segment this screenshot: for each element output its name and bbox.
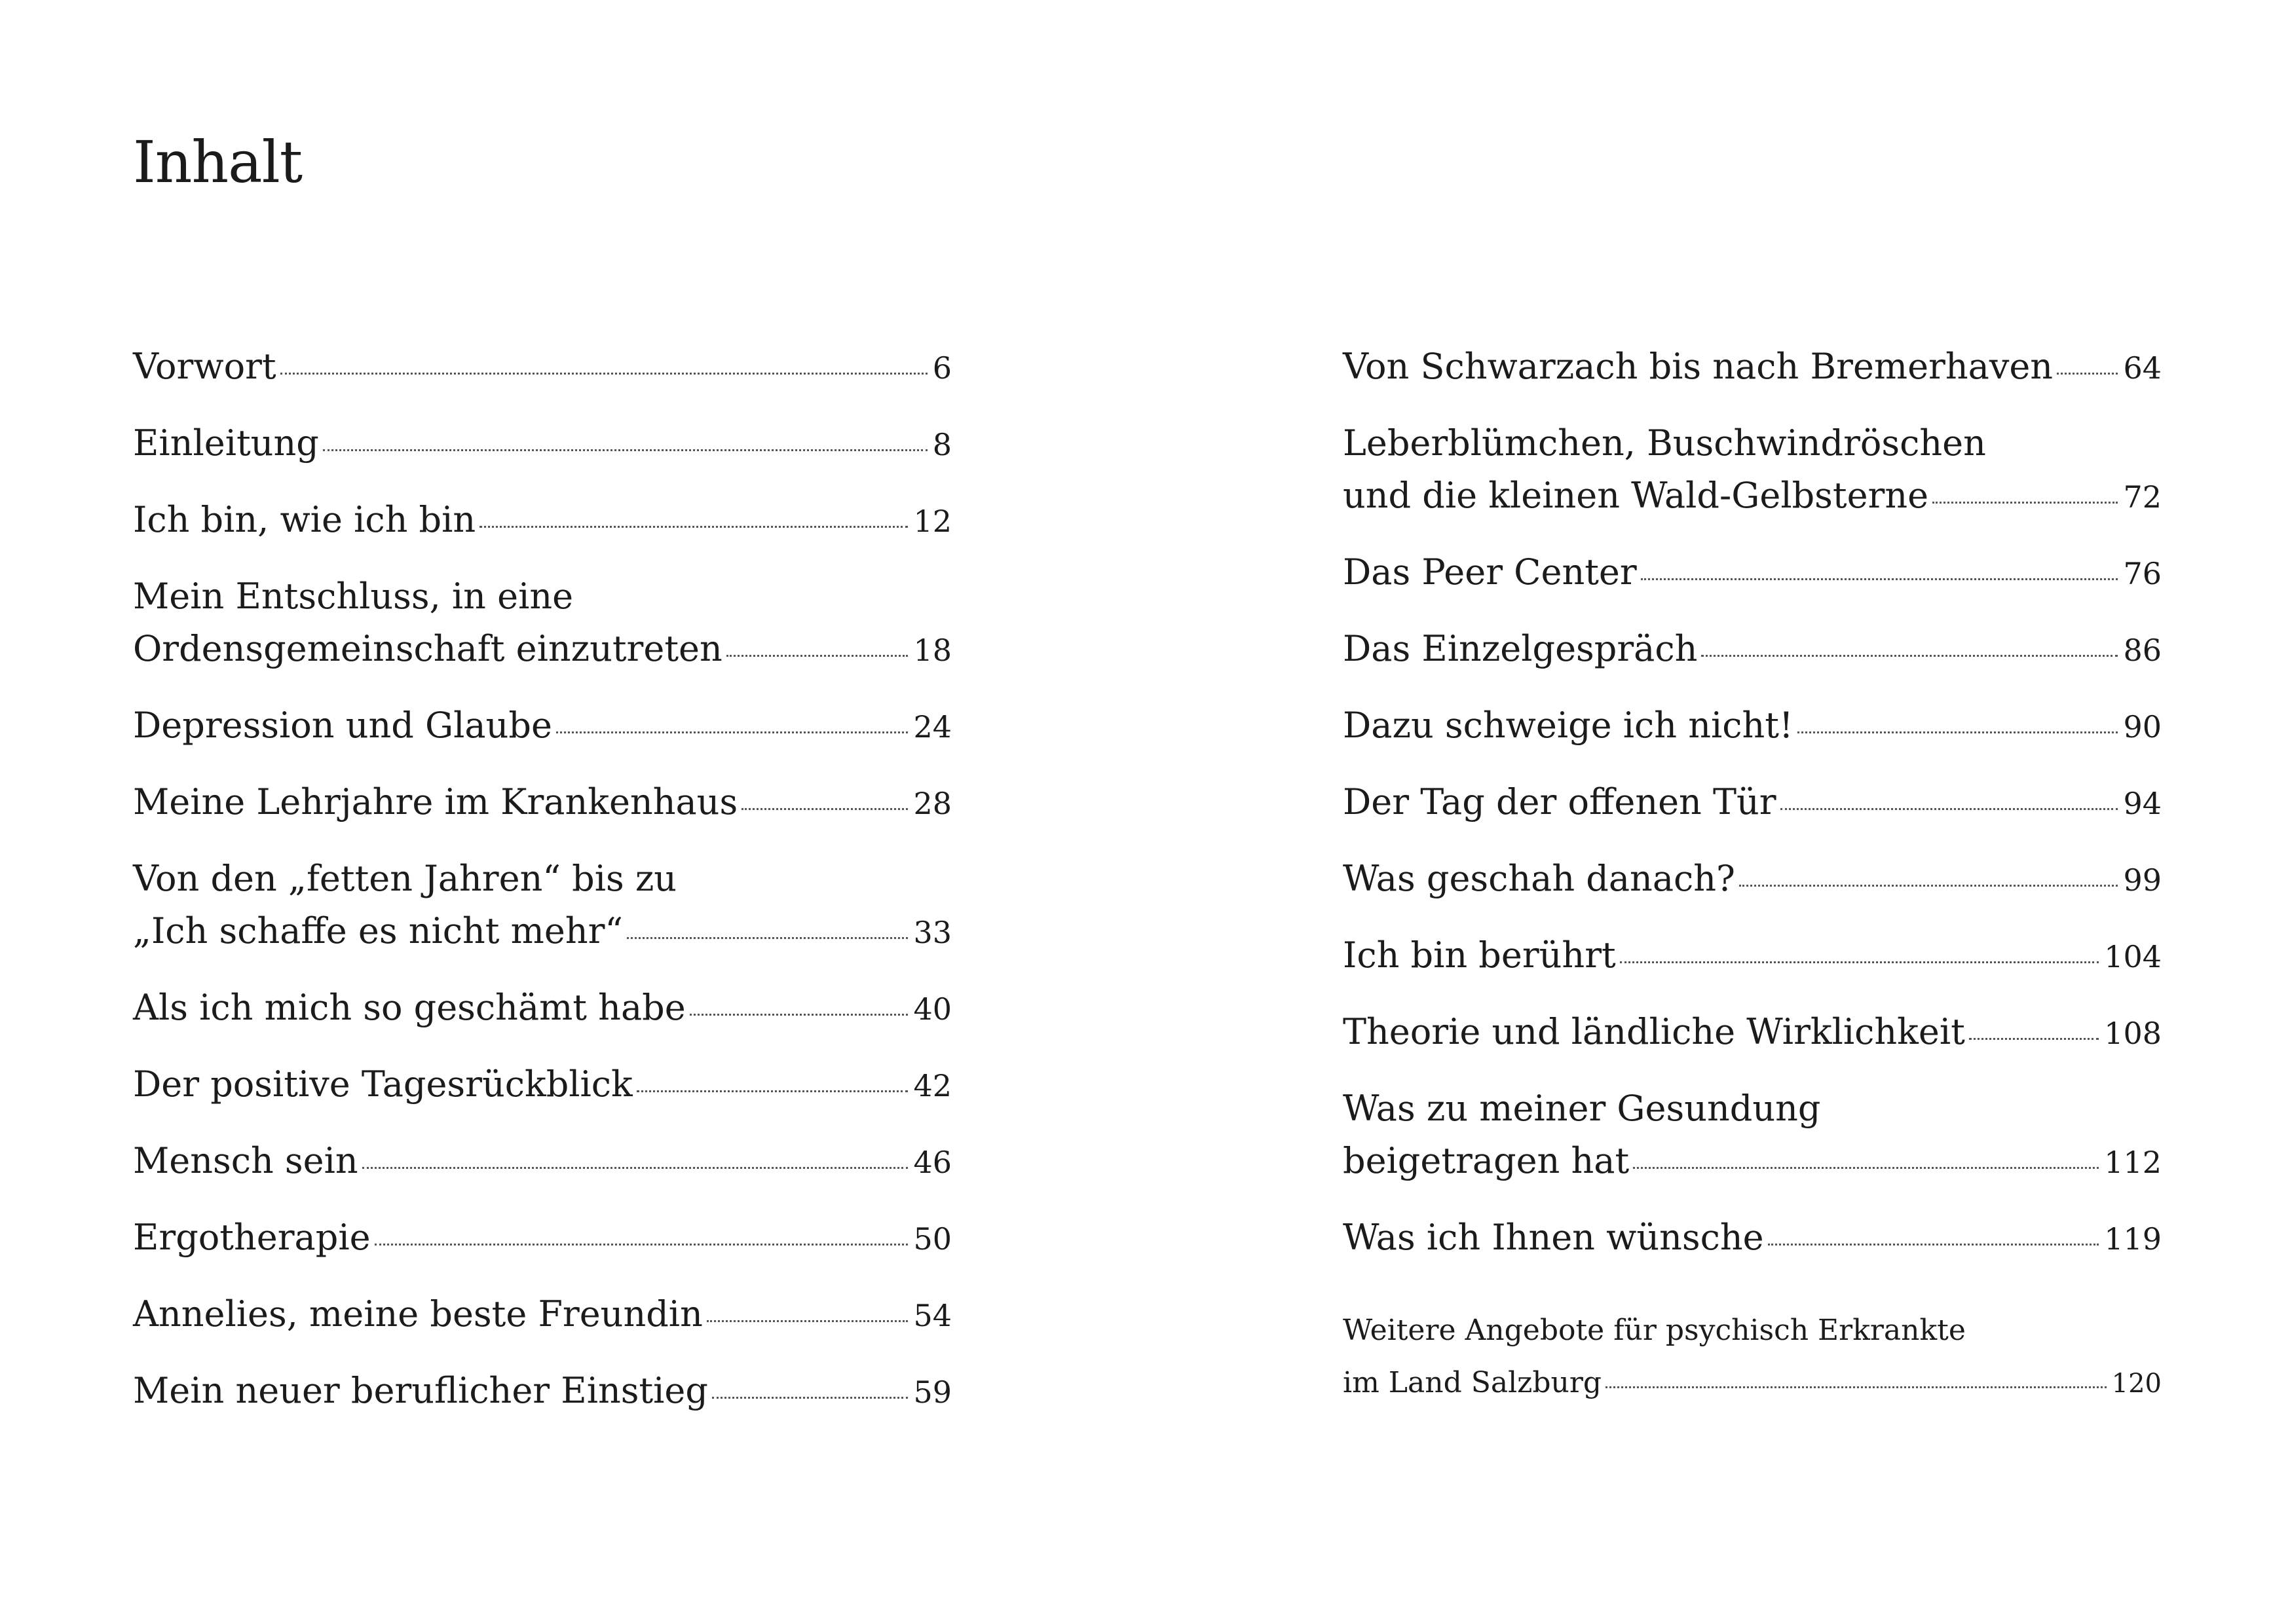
toc-entry[interactable] <box>133 570 952 676</box>
toc-page-number: 18 <box>913 633 952 668</box>
leader-dots <box>712 1397 909 1399</box>
toc-entry[interactable] <box>1343 1006 2162 1060</box>
leader-dots <box>690 1014 909 1016</box>
toc-page-number: 108 <box>2104 1016 2162 1051</box>
toc-appendix-entry[interactable] <box>1343 1304 2162 1410</box>
leader-dots <box>637 1090 909 1092</box>
leader-dots <box>1780 808 2118 810</box>
toc-entry[interactable] <box>133 1211 952 1265</box>
toc-entry-title: Annelies, meine beste Freundin <box>133 1293 703 1335</box>
leader-dots <box>375 1244 909 1246</box>
toc-entry[interactable] <box>1343 341 2162 394</box>
toc-page-number: 54 <box>913 1298 952 1333</box>
toc-entry[interactable] <box>133 699 952 753</box>
toc-entry-title: Ich bin, wie ich bin <box>133 499 476 540</box>
toc-entry[interactable] <box>1343 417 2162 523</box>
leader-dots <box>280 373 928 375</box>
toc-entry[interactable] <box>133 1058 952 1112</box>
toc-entry-title: Ich bin berührt <box>1343 934 1616 976</box>
toc-entry[interactable] <box>1343 853 2162 906</box>
leader-dots <box>1633 1167 2099 1169</box>
toc-entry[interactable] <box>133 776 952 830</box>
leader-dots <box>2057 373 2118 375</box>
toc-entry-title-line1: Leberblümchen, Buschwindröschen <box>1343 422 1986 464</box>
toc-entry-title: und die kleinen Wald-Gelbsterne <box>1343 475 1929 516</box>
toc-entry[interactable] <box>133 982 952 1035</box>
toc-page-number: 12 <box>913 504 952 539</box>
leader-dots <box>1641 578 2118 580</box>
toc-page-number: 99 <box>2123 862 2162 898</box>
toc-entry[interactable] <box>1343 776 2162 830</box>
toc-entry-title: Der Tag der offenen Tür <box>1343 781 1776 822</box>
toc-page-number: 33 <box>913 915 952 950</box>
toc-entry-title: Theorie und ländliche Wirklichkeit <box>1343 1011 1965 1052</box>
leader-dots <box>707 1320 909 1322</box>
toc-page-number: 50 <box>913 1221 952 1257</box>
toc-page-number: 28 <box>913 786 952 821</box>
toc-entry-title: „Ich schaffe es nicht mehr“ <box>133 910 624 951</box>
toc-entry[interactable] <box>1343 1211 2162 1265</box>
toc-page-number: 112 <box>2104 1145 2162 1180</box>
toc-page-number: 46 <box>913 1145 952 1180</box>
toc-entry-title: Depression und Glaube <box>133 705 552 746</box>
toc-entry[interactable] <box>133 341 952 394</box>
toc-page-number: 86 <box>2123 633 2162 668</box>
toc-page-number: 59 <box>913 1375 952 1410</box>
toc-entry-title: Mein neuer beruflicher Einstieg <box>133 1370 708 1411</box>
toc-entry-title-line1: Was zu meiner Gesundung <box>1343 1088 1821 1129</box>
leader-dots <box>1932 502 2118 504</box>
toc-page-number: 24 <box>913 709 952 745</box>
leader-dots <box>1768 1244 2099 1246</box>
toc-entry-title: Ergotherapie <box>133 1217 371 1258</box>
leader-dots <box>1797 731 2118 733</box>
page-title: Inhalt <box>133 128 303 196</box>
toc-entry-title-line1: Von den „fetten Jahren“ bis zu <box>133 858 677 899</box>
leader-dots <box>726 655 909 657</box>
toc-entry[interactable] <box>133 1365 952 1418</box>
leader-dots <box>362 1167 909 1169</box>
leader-dots <box>1701 655 2118 657</box>
toc-entry-title: Von Schwarzach bis nach Bremerhaven <box>1343 346 2054 387</box>
leader-dots <box>323 449 928 451</box>
toc-entry[interactable] <box>133 494 952 547</box>
toc-entry-title: Als ich mich so geschämt habe <box>133 987 686 1028</box>
toc-entry-title: Mensch sein <box>133 1140 358 1181</box>
toc-entry[interactable] <box>1343 1082 2162 1189</box>
toc-page-number: 72 <box>2123 479 2162 515</box>
toc-column-right <box>1343 341 2162 1433</box>
toc-page-number: 90 <box>2123 709 2162 745</box>
leader-dots <box>1739 885 2118 887</box>
toc-entry-title: beigetragen hat <box>1343 1140 1630 1181</box>
leader-dots <box>1605 1386 2107 1388</box>
toc-entry[interactable] <box>133 417 952 471</box>
leader-dots <box>556 731 909 733</box>
toc-page-number: 40 <box>913 991 952 1027</box>
leader-dots <box>627 937 908 939</box>
toc-entry-title: Das Peer Center <box>1343 551 1637 593</box>
toc-page-number: 104 <box>2104 939 2162 974</box>
toc-entry[interactable] <box>133 1135 952 1189</box>
toc-entry-title: Der positive Tagesrückblick <box>133 1063 633 1105</box>
toc-entry[interactable] <box>133 853 952 959</box>
toc-column-left <box>133 341 952 1441</box>
leader-dots <box>1969 1038 2099 1040</box>
toc-entry-title: Was geschah danach? <box>1343 858 1735 899</box>
toc-entry-title: Dazu schweige ich nicht! <box>1343 705 1793 746</box>
toc-entry-title: Was ich Ihnen wünsche <box>1343 1217 1764 1258</box>
toc-entry-title: Vorwort <box>133 346 276 387</box>
toc-entry[interactable] <box>1343 699 2162 753</box>
toc-page-number: 6 <box>932 350 952 386</box>
leader-dots <box>479 526 908 528</box>
leader-dots <box>741 808 908 810</box>
toc-entry[interactable] <box>133 1288 952 1342</box>
toc-entry[interactable] <box>1343 623 2162 676</box>
toc-entry-title: im Land Salzburg <box>1343 1366 1602 1399</box>
toc-entry-title: Meine Lehrjahre im Krankenhaus <box>133 781 738 822</box>
toc-entry-title: Einleitung <box>133 422 319 464</box>
toc-page-number: 76 <box>2123 556 2162 591</box>
toc-page-number: 94 <box>2123 786 2162 821</box>
toc-page-number: 42 <box>913 1068 952 1103</box>
toc-entry-title-line1: Weitere Angebote für psychisch Erkrankte <box>1343 1314 1966 1347</box>
leader-dots <box>1620 961 2099 963</box>
toc-entry-title-line1: Mein Entschluss, in eine <box>133 576 574 617</box>
toc-page-number: 119 <box>2104 1221 2162 1257</box>
toc-entry-title: Das Einzelgespräch <box>1343 628 1698 669</box>
toc-entry-title: Ordensgemeinschaft einzutreten <box>133 628 723 669</box>
toc-entry[interactable] <box>1343 546 2162 600</box>
toc-entry[interactable] <box>1343 929 2162 983</box>
toc-page-number: 8 <box>932 427 952 462</box>
toc-page-number: 120 <box>2111 1369 2162 1399</box>
toc-page-number: 64 <box>2123 350 2162 386</box>
